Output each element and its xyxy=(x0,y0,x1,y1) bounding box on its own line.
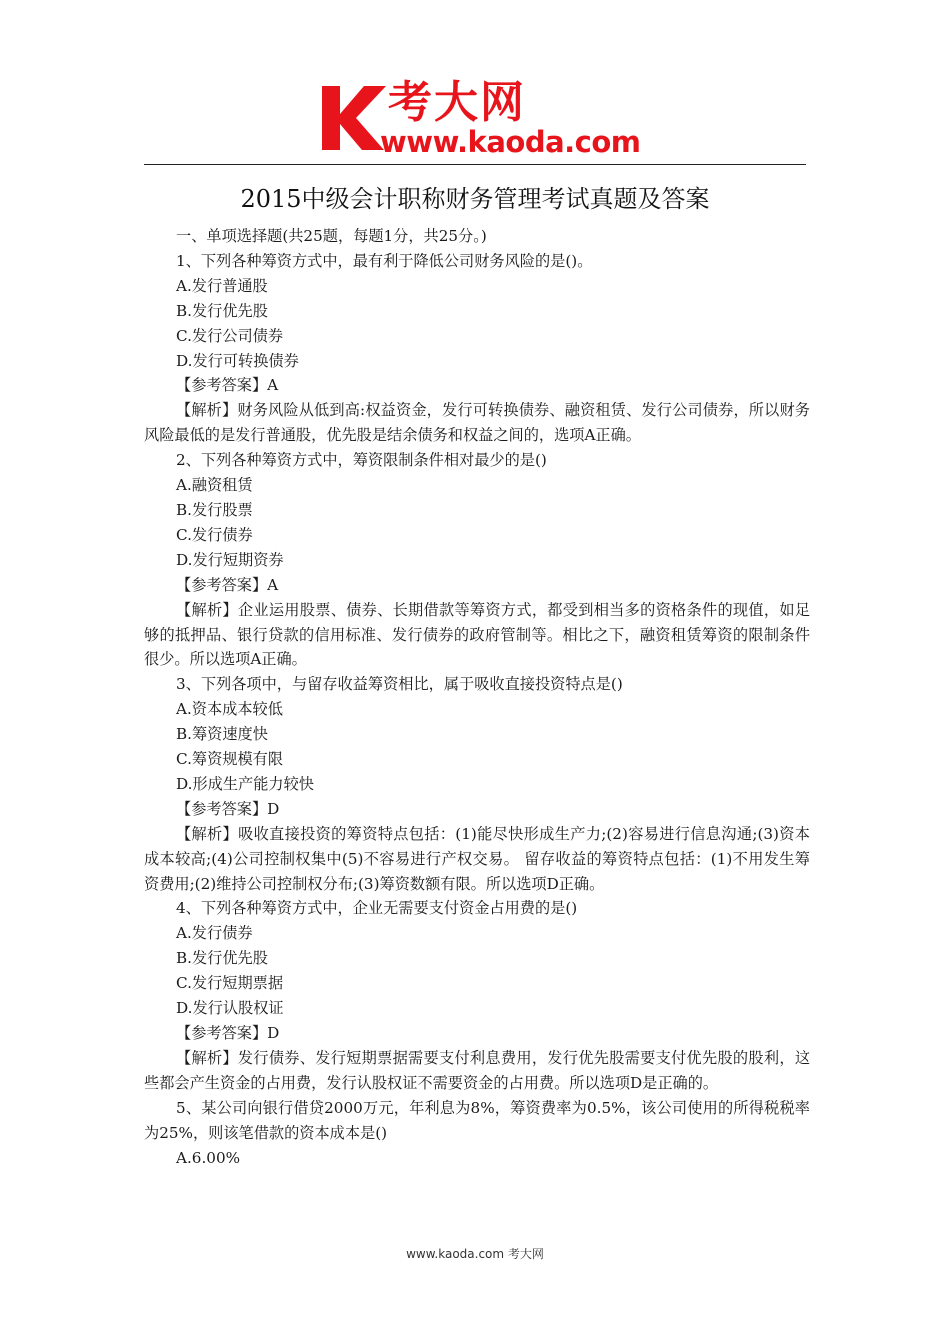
option-line: A.融资租赁 xyxy=(176,476,253,495)
analysis-paragraph: 【解析】发行债券、发行短期票据需要支付利息费用，发行优先股需要支付优先股的股利，这些都会产生资金的占用费，发行认股权证不需要资金的占用费。所以选项D是正确的。 xyxy=(144,1048,810,1092)
logo-website: www.kaoda.com xyxy=(380,125,641,159)
option-line: A.6.00% xyxy=(176,1148,241,1167)
option-line: D.形成生产能力较快 xyxy=(176,774,314,793)
logo-chinese-name: 考大网 xyxy=(388,77,526,128)
analysis-paragraph: 【解析】财务风险从低到高:权益资金，发行可转换债券、融资租赁、发行公司债券，所以财务风险最低的是发行普通股，优先股是结余债务和权益之间的，选项A正确。 xyxy=(144,401,810,445)
question-3: 3、下列各项中，与留存收益筹资相比，属于吸收直接投资特点是() xyxy=(176,675,623,694)
option-line: C.发行债券 xyxy=(176,525,253,544)
kaoda-logo xyxy=(318,77,648,159)
analysis-paragraph: 【解析】企业运用股票、债券、长期借款等筹资方式，都受到相当多的资格条件的现值，如足够的抵押品、银行贷款的信用标准、发行债券的政府管制等。相比之下，融资租赁筹资的限制条件很少。所以选项A正确。 xyxy=(144,600,810,669)
page-title: 2015中级会计职称财务管理考试真题及答案 xyxy=(240,185,710,213)
question-1: 1、下列各种筹资方式中，最有利于降低公司财务风险的是()。 xyxy=(176,251,593,270)
answer-line: 【参考答案】D xyxy=(176,799,280,818)
option-line: C.发行公司债券 xyxy=(176,326,284,345)
option-line: C.筹资规模有限 xyxy=(176,750,284,769)
answer-line: 【参考答案】A xyxy=(176,575,279,594)
option-line: B.筹资速度快 xyxy=(176,725,268,744)
option-line: D.发行短期资券 xyxy=(176,550,284,569)
option-line: A.发行债券 xyxy=(176,924,253,943)
question-2: 2、下列各种筹资方式中，筹资限制条件相对最少的是() xyxy=(176,451,547,470)
answer-line: 【参考答案】D xyxy=(176,1024,280,1042)
option-line: B.发行股票 xyxy=(176,500,253,519)
section-heading: 一、单项选择题(共25题，每题1分，共25分。) xyxy=(176,227,487,245)
option-line: A.资本成本较低 xyxy=(176,700,283,719)
option-line: B.发行优先股 xyxy=(176,301,268,320)
analysis-paragraph: 【解析】吸收直接投资的筹资特点包括：(1)能尽快形成生产力;(2)容易进行信息沟通;(3)资本成本较高;(4)公司控制权集中(5)不容易进行产权交易。 留存收益的筹资特点包括：(1)不用发生筹资费用;(2)维持公司控制权分布;(3)筹资数额有限。所以选项D正确。 xyxy=(144,824,810,893)
option-line: B.发行优先股 xyxy=(176,949,268,968)
question-5: 5、某公司向银行借贷2000万元，年利息为8%，筹资费率为0.5%，该公司使用的所得税税率为25%，则该笔借款的资本成本是() xyxy=(144,1098,810,1142)
option-line: A.发行普通股 xyxy=(176,276,268,295)
document-body xyxy=(144,224,810,1170)
option-line: D.发行可转换债券 xyxy=(176,351,299,370)
option-line: C.发行短期票据 xyxy=(176,974,284,993)
page-footer: www.kaoda.com 考大网 xyxy=(406,1247,544,1261)
answer-line: 【参考答案】A xyxy=(176,376,279,395)
header-divider xyxy=(144,164,806,165)
option-line: D.发行认股权证 xyxy=(176,999,284,1018)
question-4: 4、下列各种筹资方式中，企业无需要支付资金占用费的是() xyxy=(176,899,578,918)
